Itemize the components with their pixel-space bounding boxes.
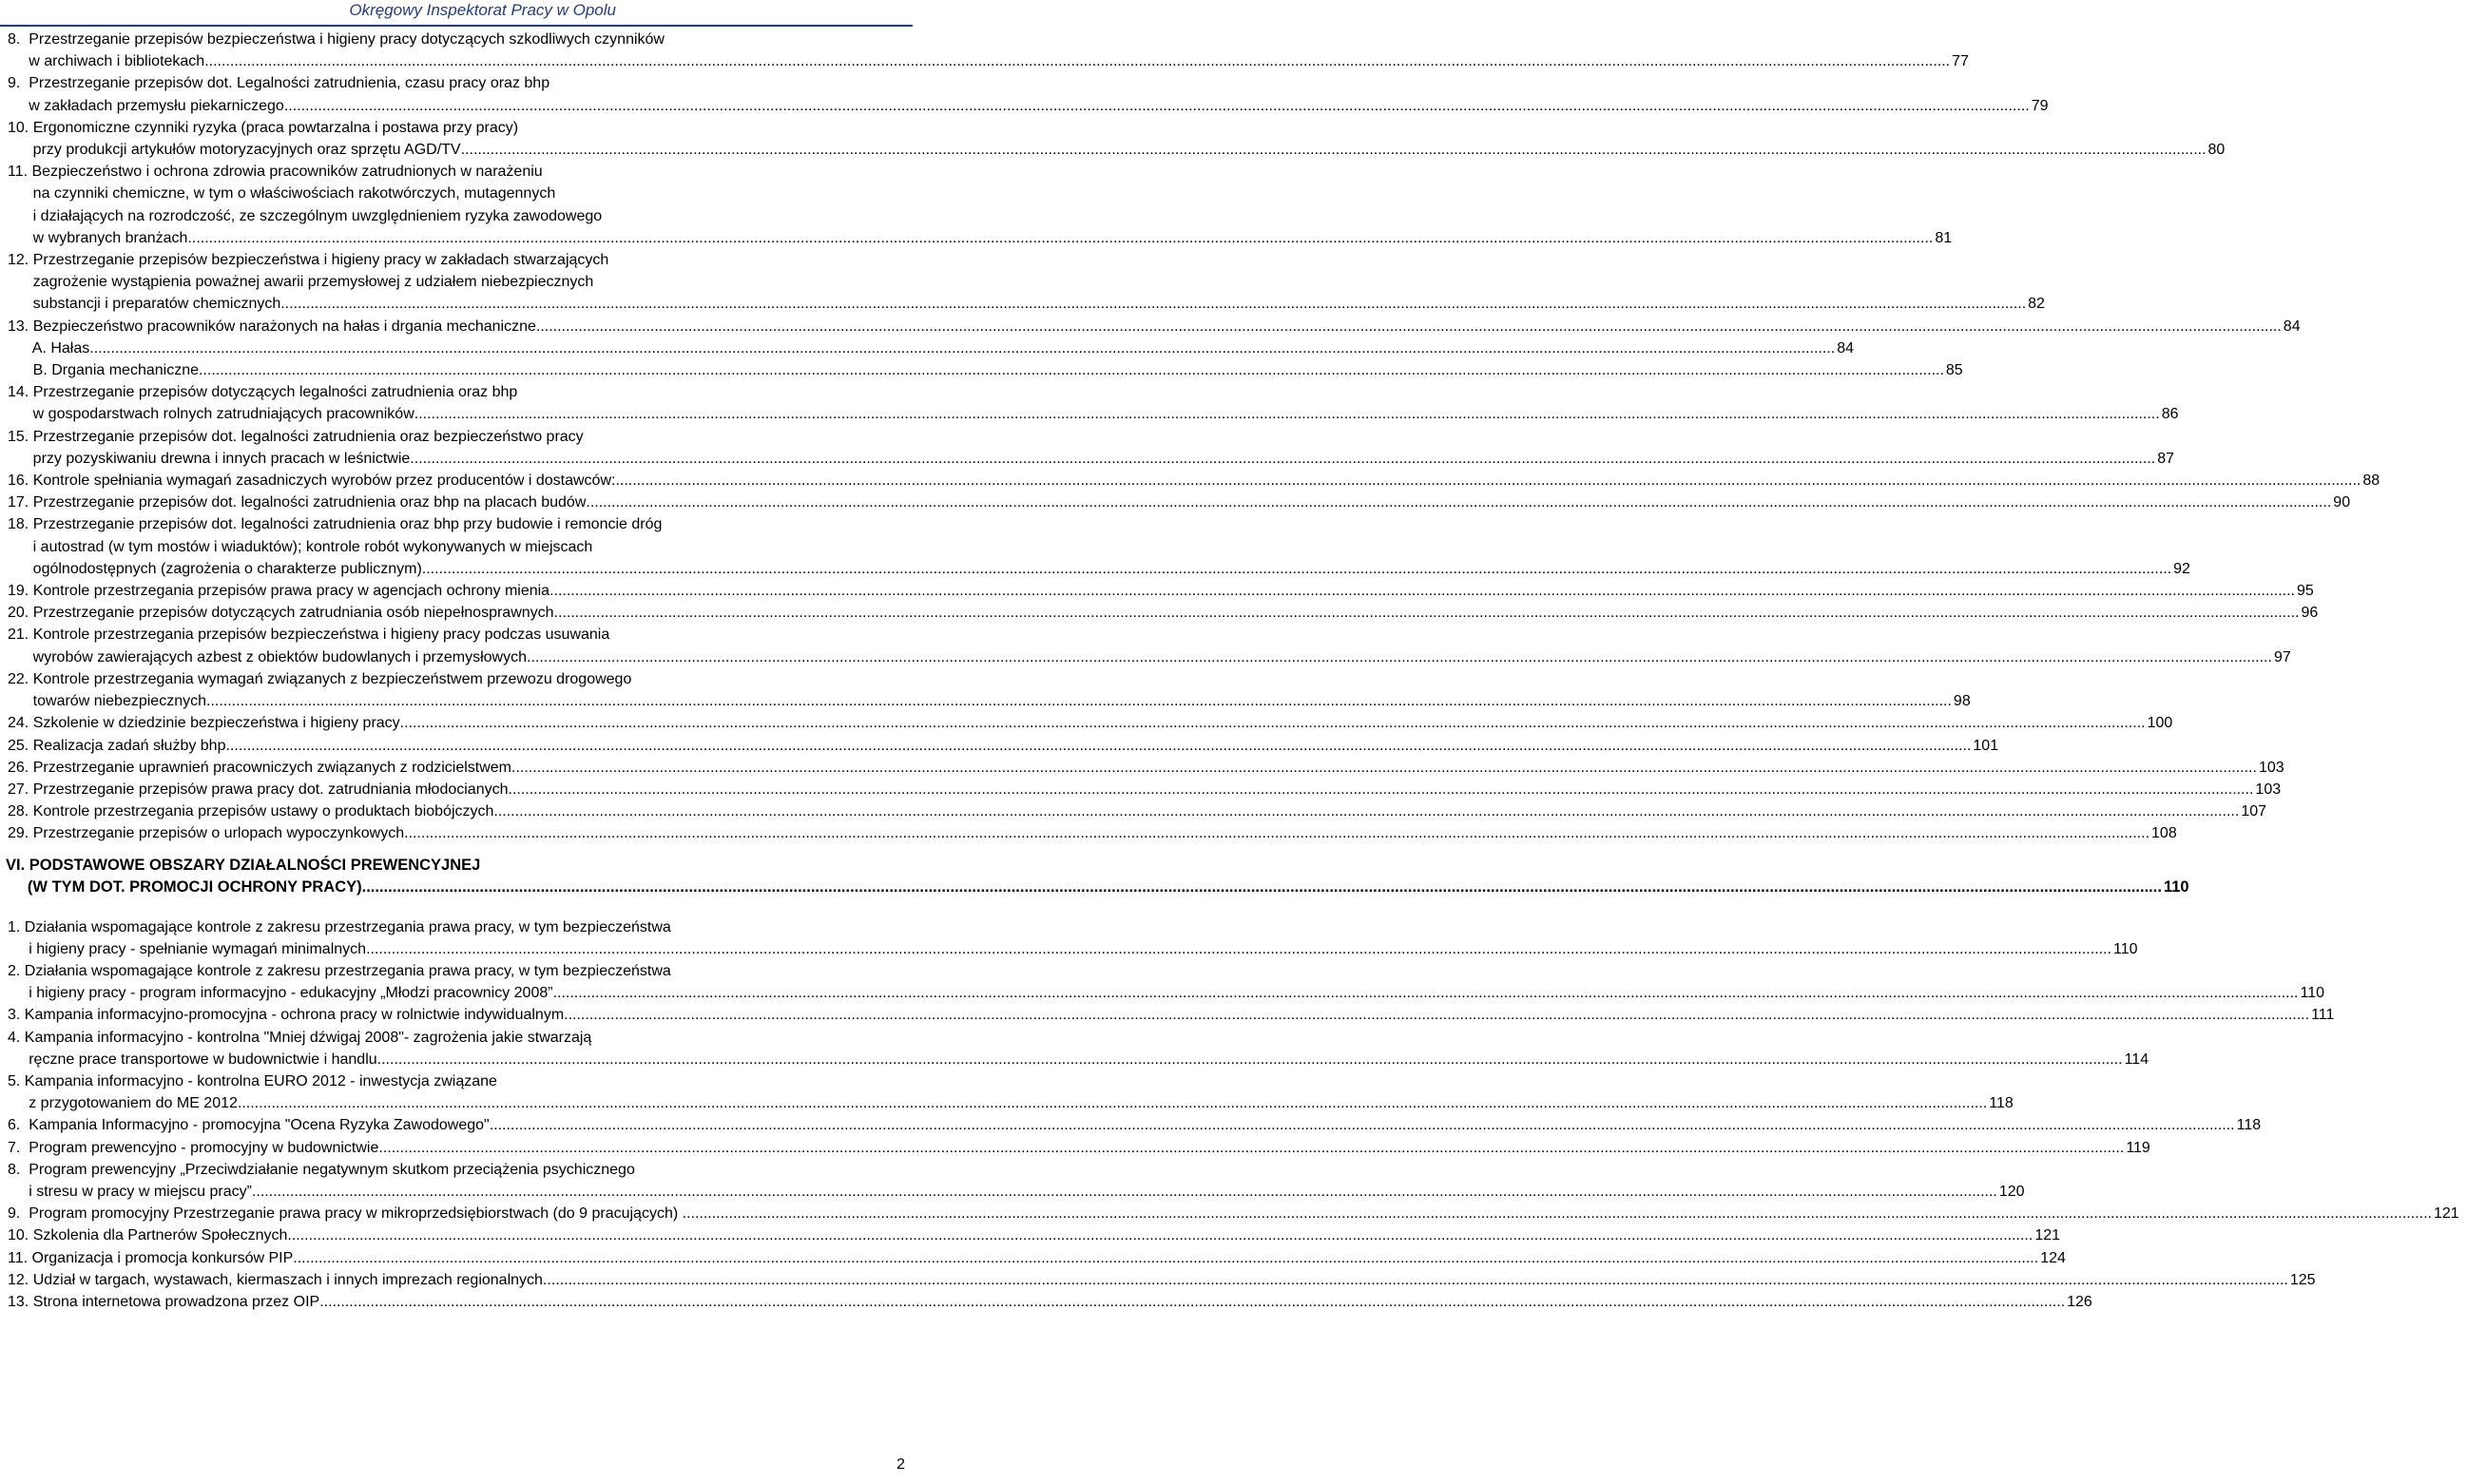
- toc-entry: [0, 916, 2138, 960]
- toc-entry-text: 22. Kontrole przestrzegania wymagań związanych z bezpieczeństwem przewozu drogowego: [8, 670, 632, 687]
- toc-entry-text: 10. Szkolenia dla Partnerów Społecznych: [8, 1227, 288, 1244]
- toc-entry-text: 27. Przestrzeganie przepisów prawa pracy dot. zatrudniania młodocianych: [8, 781, 509, 798]
- dot-leader: [199, 359, 1944, 381]
- toc-entry-page-number: 97: [2273, 648, 2291, 665]
- toc-entry-line: [0, 1092, 2014, 1114]
- toc-entry: [0, 779, 2282, 800]
- toc-entry-text: 12. Udział w targach, wystawach, kiermaszach i innych imprezach regionalnych: [8, 1271, 543, 1288]
- toc-entry-line: [0, 1027, 913, 1049]
- toc-entry-line: [0, 580, 2314, 602]
- toc-entry-text: 12. Przestrzeganie przepisów bezpieczeństwa i higieny pracy w zakładach stwarzających: [8, 252, 609, 269]
- toc-entry-line: [0, 139, 2226, 161]
- toc-entry-line: [0, 381, 913, 403]
- toc-entry-text: i działających na rozrodczość, ze szczególnym uwzględnieniem ryzyka zawodowego: [8, 207, 603, 224]
- toc-entry-page-number: 120: [1998, 1183, 2025, 1200]
- toc-entry-line: [0, 271, 913, 293]
- toc-entry-line: [0, 1224, 2061, 1246]
- toc-entry-line: [0, 735, 1999, 757]
- toc-entry-page-number: 80: [2207, 142, 2226, 159]
- toc-entry: [0, 735, 1999, 757]
- toc-entry-page-number: 84: [2283, 318, 2301, 335]
- toc-entry-line: [0, 403, 2179, 425]
- toc-entry-text: 15. Przestrzeganie przepisów dot. legalności zatrudnienia oraz bezpieczeństwo pracy: [8, 428, 584, 445]
- toc-entry-text: wyrobów zawierających azbest z obiektów budowlanych i przemysłowych: [8, 648, 528, 665]
- dot-leader: [527, 646, 2272, 668]
- section-title-line-1: VI. PODSTAWOWE OBSZARY DZIAŁALNOŚCI PREWENCYJNEJ: [6, 856, 481, 874]
- toc-entry-text: w zakładach przemysłu piekarniczego: [8, 97, 284, 114]
- toc-entry-page-number: 90: [2333, 494, 2351, 511]
- toc-entry-text: 10. Ergonomiczne czynniki ryzyka (praca powtarzalna i postawa przy pracy): [8, 119, 519, 136]
- toc-entry: [0, 624, 2291, 667]
- dot-leader: [377, 1049, 2123, 1070]
- dot-leader: [493, 800, 2239, 822]
- toc-entry-text: substancji i preparatów chemicznych: [8, 296, 281, 313]
- toc-entry-text: przy produkcji artykułów motoryzacyjnych oraz sprzętu AGD/TV: [8, 142, 461, 159]
- toc-entry-line: [0, 938, 2138, 960]
- section-page-number: 110: [2163, 878, 2189, 896]
- toc-entry-line: [0, 1049, 2149, 1070]
- table-of-contents: [0, 29, 2459, 1313]
- dot-leader: [586, 491, 2331, 513]
- toc-entry-line: [0, 800, 2267, 822]
- toc-entry-text: 14. Przestrzeganie przepisów dotyczących legalności zatrudnienia oraz bhp: [8, 384, 518, 401]
- toc-entry: [0, 1159, 2025, 1203]
- dot-leader: [615, 470, 2361, 491]
- toc-entry-page-number: 84: [1837, 339, 1854, 357]
- toc-entry-line: [0, 757, 2284, 779]
- toc-entry: [0, 602, 2319, 624]
- toc-entry-text: 8. Program prewencyjny „Przeciwdziałanie negatywnym skutkom przeciążenia psychicznego: [8, 1161, 635, 1178]
- toc-entry-page-number: 118: [2236, 1117, 2262, 1134]
- toc-entry-line: [0, 205, 913, 227]
- dot-leader: [252, 1181, 1997, 1203]
- toc-entry-line: [0, 668, 913, 690]
- dot-leader: [549, 580, 2295, 602]
- toc-entry: [0, 1070, 2014, 1114]
- toc-entry-line: [0, 1181, 2025, 1203]
- toc-entry-text: ogólnodostępnych (zagrożenia o charakterze publicznym).: [8, 560, 427, 577]
- toc-entry: [0, 513, 2190, 580]
- toc-entry-line: [0, 779, 2282, 800]
- toc-entry: [0, 1027, 2149, 1070]
- dot-leader: [536, 316, 2282, 337]
- dot-leader: [293, 1247, 2038, 1269]
- dot-leader: [89, 337, 1835, 359]
- toc-entry-text: 13. Strona internetowa prowadzona przez OIP: [8, 1293, 320, 1310]
- toc-entry-text: 29. Przestrzeganie przepisów o urlopach wypoczynkowych: [8, 825, 405, 842]
- toc-entry-page-number: 86: [2161, 406, 2179, 423]
- toc-entry-text: 24. Szkolenie w dziedzinie bezpieczeństwa i higieny pracy: [8, 715, 400, 732]
- toc-entry-text: 7. Program prewencyjno - promocyjny w budownictwie: [8, 1139, 379, 1156]
- toc-entry-text: w archiwach i bibliotekach: [8, 53, 205, 70]
- toc-entry-line: [0, 513, 913, 535]
- toc-entry-page-number: 79: [2031, 97, 2049, 114]
- toc-entry: [0, 470, 2380, 491]
- toc-entry-page-number: 82: [2028, 296, 2045, 313]
- toc-entry-text: i autostrad (w tym mostów i wiaduktów); kontrole robót wykonywanych w miejscach: [8, 538, 593, 555]
- toc-entry-text: 11. Bezpieczeństwo i ochrona zdrowia pracowników zatrudnionych w narażeniu: [8, 164, 543, 181]
- toc-entry: [0, 1137, 2150, 1159]
- toc-entry-page-number: 121: [2433, 1205, 2459, 1223]
- toc-entry-page-number: 121: [2034, 1227, 2061, 1244]
- toc-entry: [0, 580, 2314, 602]
- toc-entry-page-number: 101: [1973, 737, 1999, 754]
- toc-entry-text: 13. Bezpieczeństwo pracowników narażonych na hałas i drgania mechaniczne: [8, 318, 536, 335]
- toc-entry-line: [0, 470, 2380, 491]
- toc-entry-page-number: 96: [2301, 605, 2319, 622]
- toc-entry-line: [0, 183, 913, 204]
- toc-entry-text: z przygotowaniem do ME 2012.: [8, 1095, 242, 1112]
- toc-entry: [0, 1203, 2459, 1224]
- toc-entry-text: 21. Kontrole przestrzegania przepisów bezpieczeństwa i higieny pracy podczas usuwania: [8, 626, 610, 644]
- toc-entry-text: i stresu w pracy w miejscu pracy”: [8, 1183, 252, 1200]
- toc-entry-text: 9. Przestrzeganie przepisów dot. Legalności zatrudnienia, czasu pracy oraz bhp: [8, 75, 550, 92]
- toc-entry: [0, 72, 2049, 116]
- toc-entry-line: [0, 249, 913, 271]
- dot-leader: [187, 227, 1933, 249]
- toc-entry: [0, 800, 2267, 822]
- dot-leader: [553, 982, 2299, 1004]
- section-title-line-2: (W TYM DOT. PROMOCJI OCHRONY PRACY): [6, 878, 362, 896]
- toc-entry-text: A. Hałas: [8, 339, 90, 357]
- toc-entry-text: 5. Kampania informacyjno - kontrolna EURO 2012 - inwestycja związane: [8, 1072, 497, 1089]
- toc-entry-line: [0, 602, 2319, 624]
- toc-entry-line: [0, 359, 1963, 381]
- dot-leader: [414, 403, 2160, 425]
- header-title: Okręgowy Inspektorat Pracy w Opolu: [349, 1, 616, 19]
- toc-entry-page-number: 111: [2311, 1007, 2335, 1024]
- toc-entry-page-number: 81: [1935, 229, 1953, 246]
- dot-leader: [511, 757, 2257, 779]
- toc-entry: [0, 757, 2284, 779]
- toc-entry-text: 6. Kampania Informacyjno - promocyjna "Ocena Ryzyka Zawodowego": [8, 1117, 490, 1134]
- toc-entry-text: 9. Program promocyjny Przestrzeganie prawa pracy w mikroprzedsiębiorstwach (do 9 pracujących) .: [8, 1205, 687, 1223]
- toc-entry-line: [0, 982, 2324, 1004]
- toc-entry-page-number: 95: [2297, 583, 2314, 600]
- toc-entry-text: 18. Przestrzeganie przepisów dot. legalności zatrudnienia oraz bhp przy budowie i remoncie dróg: [8, 516, 663, 533]
- toc-entry: [0, 1269, 2316, 1291]
- toc-entry-text: 17. Przestrzeganie przepisów dot. legalności zatrudnienia oraz bhp na placach budów: [8, 494, 587, 511]
- dot-leader: [362, 877, 2162, 899]
- toc-entry-page-number: 119: [2126, 1139, 2150, 1156]
- dot-leader: [366, 938, 2111, 960]
- dot-leader: [400, 712, 2146, 734]
- toc-entry-page-number: 88: [2362, 472, 2380, 490]
- toc-entry-text: ręczne prace transportowe w budownictwie i handlu: [8, 1050, 377, 1068]
- toc-entry-line: [0, 646, 2291, 668]
- dot-leader: [280, 293, 2026, 315]
- dot-leader: [204, 50, 1950, 72]
- dot-leader: [564, 1004, 2309, 1026]
- toc-entry-page-number: 87: [2157, 450, 2175, 467]
- toc-entry-line: [0, 1114, 2262, 1136]
- dot-leader: [426, 558, 2171, 580]
- toc-entry-page-number: 110: [2300, 985, 2324, 1002]
- dot-leader: [554, 602, 2300, 624]
- toc-entry: [0, 1114, 2262, 1136]
- toc-entry: [0, 426, 2175, 470]
- toc-entry-text: 11. Organizacja i promocja konkursów PIP: [8, 1249, 294, 1266]
- toc-entry-line: [0, 624, 913, 646]
- toc-entry-line: [0, 426, 913, 448]
- toc-entry-line: [0, 491, 2351, 513]
- toc-entry: [0, 1224, 2061, 1246]
- toc-entry-line: [0, 1203, 2459, 1224]
- section-line: [0, 855, 913, 877]
- toc-entry-line: [0, 1247, 2066, 1269]
- toc-entry-page-number: 103: [2258, 759, 2284, 776]
- toc-entry-line: [0, 227, 1953, 249]
- toc-list-chapter-vi: [0, 916, 2459, 1314]
- toc-entry-page-number: 126: [2067, 1293, 2092, 1310]
- toc-entry-text: 16. Kontrole spełniania wymagań zasadniczych wyrobów przez producentów i dostawców:: [8, 472, 616, 490]
- toc-entry-line: [0, 1291, 2092, 1313]
- toc-entry-text: towarów niebezpiecznych: [8, 693, 206, 710]
- toc-entry-line: [0, 72, 913, 94]
- toc-entry: [0, 822, 2177, 844]
- dot-leader: [287, 1224, 2033, 1246]
- toc-entry-page-number: 118: [1989, 1095, 2014, 1112]
- toc-entry-page-number: 124: [2040, 1249, 2066, 1266]
- toc-entry-line: [0, 960, 913, 982]
- toc-list-chapter-v: [0, 29, 2380, 845]
- dot-leader: [241, 1092, 1987, 1114]
- toc-entry-line: [0, 337, 1854, 359]
- toc-entry: [0, 1247, 2066, 1269]
- dot-leader: [543, 1269, 2288, 1291]
- toc-entry-text: 28. Kontrole przestrzegania przepisów ustawy o produktach biobójczych: [8, 803, 494, 820]
- toc-entry-page-number: 103: [2255, 781, 2282, 798]
- toc-entry-line: [0, 1070, 913, 1092]
- toc-entry-text: 20. Przestrzeganie przepisów dotyczących zatrudniania osób niepełnosprawnych: [8, 605, 554, 622]
- toc-entry-line: [0, 1137, 2150, 1159]
- toc-entry-text: i higieny pracy - program informacyjno - edukacyjny „Młodzi pracownicy 2008”: [8, 985, 553, 1002]
- toc-entry-line: [0, 50, 1969, 72]
- footer-page-number: 2: [896, 1456, 905, 1473]
- toc-entry-text: zagrożenie wystąpienia poważnej awarii przemysłowej z udziałem niebezpiecznych: [8, 274, 594, 291]
- toc-entry-page-number: 125: [2289, 1271, 2316, 1288]
- toc-entry: [0, 161, 1953, 249]
- toc-entry-line: [0, 95, 2049, 117]
- toc-entry: [0, 29, 1969, 72]
- toc-entry-text: 8. Przestrzeganie przepisów bezpieczeństwa i higieny pracy dotyczących szkodliwych czynników: [8, 31, 665, 48]
- toc-entry-line: [0, 448, 2175, 470]
- toc-entry-page-number: 110: [2112, 940, 2138, 957]
- toc-entry: [0, 316, 2301, 337]
- toc-entry-page-number: 77: [1952, 53, 1969, 70]
- toc-entry-text: 3. Kampania informacyjno-promocyjna - ochrona pracy w rolnictwie indywidualnym: [8, 1007, 565, 1024]
- toc-entry: [0, 381, 2179, 425]
- toc-entry-text: w wybranych branżach: [8, 229, 188, 246]
- toc-entry-page-number: 85: [1945, 362, 1963, 379]
- toc-entry-line: [0, 293, 2045, 315]
- toc-entry: [0, 1291, 2092, 1313]
- toc-entry-text: 26. Przestrzeganie uprawnień pracowniczych związanych z rodzicielstwem: [8, 759, 512, 776]
- spacer: [0, 899, 913, 916]
- toc-entry-text: 1. Działania wspomagające kontrole z zakresu przestrzegania prawa pracy, w tym bezpieczeństwa: [8, 918, 671, 935]
- toc-entry-line: [0, 690, 1971, 712]
- toc-entry-page-number: 100: [2147, 715, 2173, 732]
- section-line: [0, 877, 2189, 899]
- toc-entry-page-number: 108: [2151, 825, 2177, 842]
- toc-entry: [0, 712, 2173, 734]
- toc-entry-line: [0, 822, 2177, 844]
- toc-entry-line: [0, 29, 913, 50]
- dot-leader: [490, 1114, 2235, 1136]
- toc-entry-line: [0, 316, 2301, 337]
- toc-entry-page-number: 92: [2173, 560, 2190, 577]
- toc-entry: [0, 249, 2045, 316]
- toc-entry-text: w gospodarstwach rolnych zatrudniających pracowników: [8, 406, 414, 423]
- dot-leader: [319, 1291, 2065, 1313]
- dot-leader: [206, 690, 1952, 712]
- toc-entry: [0, 337, 1854, 359]
- toc-entry-text: i higieny pracy - spełnianie wymagań minimalnych: [8, 940, 367, 957]
- dot-leader: [404, 822, 2149, 844]
- toc-entry-text: 2. Działania wspomagające kontrole z zakresu przestrzegania prawa pracy, w tym bezpieczeństwa: [8, 962, 671, 979]
- dot-leader: [410, 448, 2155, 470]
- toc-entry-page-number: 114: [2124, 1050, 2149, 1068]
- toc-entry-line: [0, 558, 2190, 580]
- toc-entry-line: [0, 1269, 2316, 1291]
- dot-leader: [461, 139, 2207, 161]
- toc-entry-line: [0, 161, 913, 183]
- toc-entry-text: 4. Kampania informacyjno - kontrolna "Mniej dźwigaj 2008"- zagrożenia jakie stwarzają: [8, 1029, 592, 1046]
- toc-entry: [0, 117, 2226, 161]
- toc-entry-line: [0, 1004, 2335, 1026]
- dot-leader: [225, 735, 1971, 757]
- toc-entry-text: 25. Realizacja zadań służby bhp: [8, 737, 226, 754]
- toc-entry: [0, 491, 2351, 513]
- toc-entry-text: na czynniki chemiczne, w tym o właściwościach rakotwórczych, mutagennych: [8, 185, 556, 202]
- toc-entry: [0, 1004, 2335, 1026]
- toc-entry-text: 19. Kontrole przestrzegania przepisów prawa pracy w agencjach ochrony mienia: [8, 583, 550, 600]
- dot-leader: [378, 1137, 2124, 1159]
- toc-entry-page-number: 98: [1953, 693, 1971, 710]
- toc-entry: [0, 359, 1963, 381]
- toc-entry-line: [0, 916, 913, 938]
- section-heading-vi: [0, 855, 2189, 899]
- toc-entry-line: [0, 117, 913, 139]
- toc-entry-line: [0, 712, 2173, 734]
- toc-entry-line: [0, 1159, 913, 1181]
- toc-entry-line: [0, 536, 913, 558]
- header-rule: [0, 25, 913, 27]
- dot-leader: [509, 779, 2254, 800]
- toc-entry-text: przy pozyskiwaniu drewna i innych pracach w leśnictwie: [8, 450, 411, 467]
- toc-entry-page-number: 107: [2241, 803, 2267, 820]
- toc-entry: [0, 960, 2324, 1004]
- dot-leader: [686, 1203, 2432, 1224]
- toc-entry: [0, 668, 1971, 712]
- toc-entry-text: B. Drgania mechaniczne: [8, 362, 199, 379]
- dot-leader: [284, 95, 2030, 117]
